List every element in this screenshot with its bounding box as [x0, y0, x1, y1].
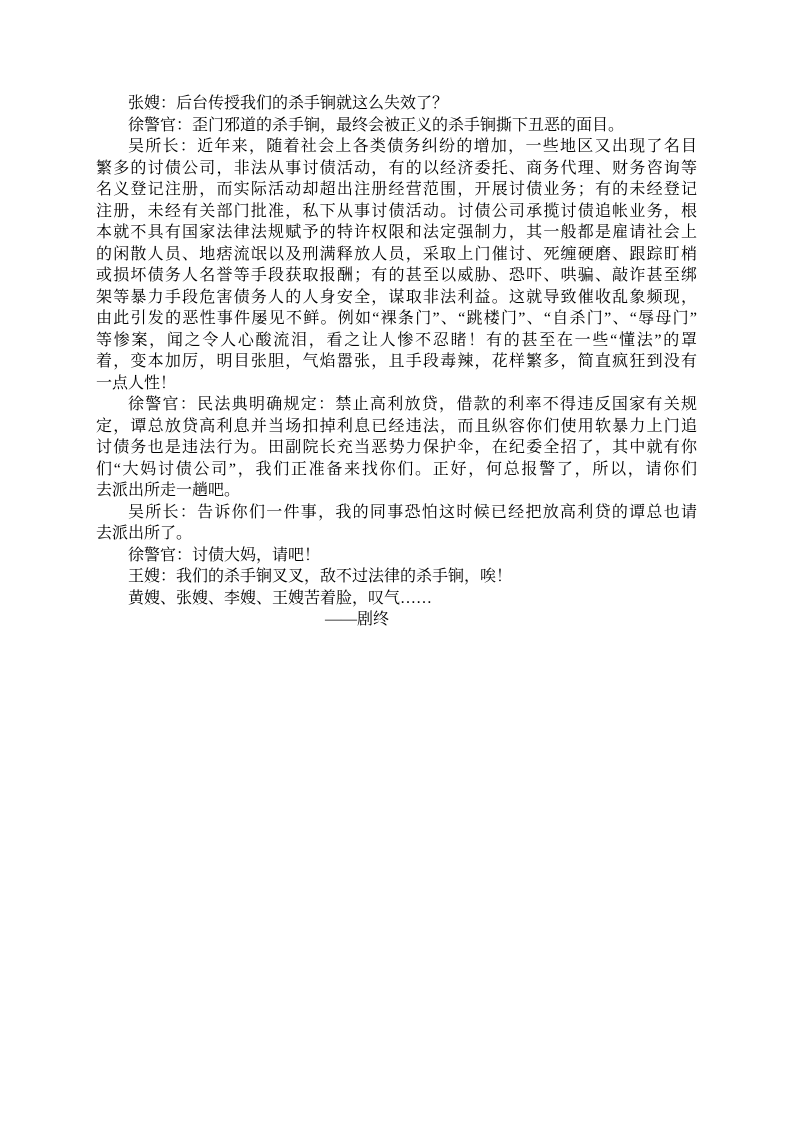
text-line: 由此引发的恶性事件屡见不鲜。例如“裸条门”、“跳楼门”、“自杀门”、“辱母门” — [96, 310, 697, 327]
text-line: 着，变本加厉，明目张胆，气焰嚣张，且手段毒辣，花样繁多，简直疯狂到没有 — [96, 353, 697, 370]
paragraph — [96, 394, 697, 502]
text-line: 黄嫂、张嫂、李嫂、王嫂苦着脸，叹气…… — [128, 589, 433, 607]
text-line: 讨债务也是违法行为。田副院长充当恶势力保护伞，在纪委全招了，其中就有你 — [96, 439, 697, 456]
text-line: 繁多的讨债公司，非法从事讨债活动，有的以经济委托、商务代理、财务咨询等 — [96, 159, 697, 177]
document-text — [96, 93, 697, 631]
text-line: 注册，未经有关部门批准，私下从事讨债活动。讨债公司承揽讨债追帐业务，根 — [96, 202, 697, 220]
text-line: 吴所长：告诉你们一件事，我的同事恐怕这时候已经把放高利贷的谭总也请 — [128, 503, 697, 521]
paragraph — [96, 588, 697, 610]
text-line: 一点人性！ — [96, 374, 177, 392]
text-line: 名义登记注册，而实际活动却超出注册经营范围，开展讨债业务；有的未经登记 — [96, 181, 697, 198]
text-line: 去派出所了。 — [96, 525, 193, 542]
end-mark-line: ——剧终 — [325, 611, 390, 628]
text-line: 等惨案，闻之令人心酸流泪，看之让人惨不忍睹！有的甚至在一些“懂法”的罩 — [96, 331, 697, 349]
text-line: 徐警官：歪门邪道的杀手锏，最终会被正义的杀手锏撕下丑恶的面目。 — [128, 116, 625, 134]
text-line: 们“大妈讨债公司”，我们正准备来找你们。正好，何总报警了，所以，请你们 — [96, 460, 697, 478]
text-line: 徐警官：民法典明确规定：禁止高利放贷，借款的利率不得违反国家有关规 — [128, 396, 697, 413]
paragraph — [96, 502, 697, 545]
text-line: 徐警官：讨债大妈，请吧！ — [128, 546, 321, 564]
paragraph — [96, 566, 697, 588]
text-line: 吴所长：近年来，随着社会上各类债务纠纷的增加，一些地区又出现了名目 — [128, 138, 697, 155]
text-line: 本就不具有国家法律法规赋予的特许权限和法定强制力，其一般都是雇请社会上 — [96, 224, 697, 241]
text-line: 的闲散人员、地痞流氓以及刑满释放人员，采取上门催讨、死缠硬磨、跟踪盯梢 — [96, 245, 697, 263]
text-line: 定，谭总放贷高利息并当场扣掉利息已经违法，而且纵容你们使用软暴力上门追 — [96, 417, 697, 435]
paragraph — [96, 136, 697, 394]
paragraph — [96, 115, 697, 137]
paragraph — [96, 545, 697, 567]
text-line: 架等暴力手段危害债务人的人身安全，谋取非法利益。这就导致催收乱象频现， — [96, 288, 697, 306]
text-line: 或损坏债务人名誉等手段获取报酬；有的甚至以威胁、恐吓、哄骗、敲诈甚至绑 — [96, 267, 697, 284]
text-line: 去派出所走一趟吧。 — [96, 482, 241, 499]
text-line: 张嫂：后台传授我们的杀手锏就这么失效了？ — [128, 95, 449, 112]
paragraph — [96, 93, 697, 115]
text-line: 王嫂：我们的杀手锏叉叉，敌不过法律的杀手锏，唉！ — [128, 568, 513, 585]
ending-paragraph — [96, 609, 697, 631]
